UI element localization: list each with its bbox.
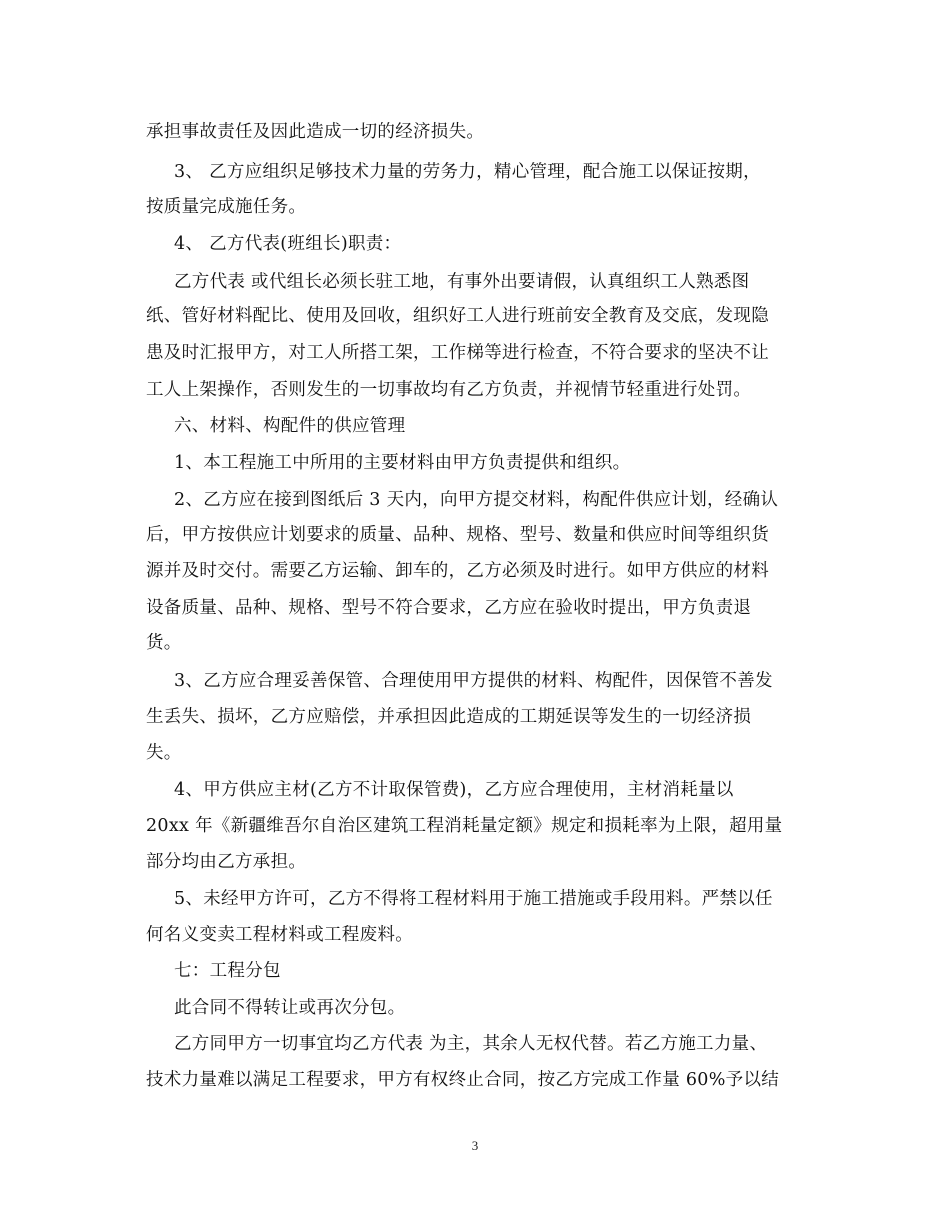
text-line: 2、乙方应在接到图纸后 3 天内，向甲方提交材料，构配件供应计划，经确认 <box>174 490 779 510</box>
text-line: 20xx 年《新疆维吾尔自治区建筑工程消耗量定额》规定和损耗率为上限，超用量 <box>146 816 783 836</box>
text-line: 患及时汇报甲方，对工人所搭工架，工作梯等进行检查，不符合要求的坚决不让 <box>146 343 769 363</box>
text-line: 按质量完成施任务。 <box>146 197 307 217</box>
text-line: 乙方代表 或代组长必须长驻工地，有事外出要请假，认真组织工人熟悉图 <box>174 272 750 292</box>
text-line: 部分均由乙方承担。 <box>146 852 307 872</box>
text-line: 4、 乙方代表(班组长)职责： <box>174 234 402 254</box>
text-line: 后，甲方按供应计划要求的质量、品种、规格、型号、数量和供应时间等组织货 <box>146 525 769 545</box>
text-line: 乙方同甲方一切事宜均乙方代表 为主，其余人无权代替。若乙方施工力量、 <box>174 1034 768 1054</box>
page-number: 3 <box>471 1138 479 1153</box>
text-line: 货。 <box>146 633 182 653</box>
text-line: 4、甲方供应主材(乙方不计取保管费)，乙方应合理使用，主材消耗量以 <box>174 780 734 800</box>
text-line: 失。 <box>146 743 182 763</box>
text-line: 技术力量难以满足工程要求，甲方有权终止合同，按乙方完成工作量 60%予以结 <box>146 1070 780 1090</box>
text-line: 设备质量、品种、规格、型号不符合要求，乙方应在验收时提出，甲方负责退 <box>146 598 752 618</box>
section-heading: 七：工程分包 <box>174 961 281 981</box>
text-line: 3、 乙方应组织足够技术力量的劳务力，精心管理，配合施工以保证按期， <box>174 162 761 182</box>
text-line: 承担事故责任及因此造成一切的经济损失。 <box>146 122 485 142</box>
text-line: 1、本工程施工中所用的主要材料由甲方负责提供和组织。 <box>174 453 631 473</box>
text-line: 工人上架操作，否则发生的一切事故均有乙方负责，并视情节轻重进行处罚。 <box>146 380 752 400</box>
section-heading: 六、材料、构配件的供应管理 <box>174 416 406 436</box>
text-line: 生丢失、损坏，乙方应赔偿，并承担因此造成的工期延误等发生的一切经济损 <box>146 707 752 727</box>
text-line: 何名义变卖工程材料或工程废料。 <box>146 925 413 945</box>
text-line: 5、未经甲方许可，乙方不得将工程材料用于施工措施或手段用料。严禁以任 <box>174 889 773 909</box>
text-line: 3、乙方应合理妥善保管、合理使用甲方提供的材料、构配件，因保管不善发 <box>174 671 773 691</box>
text-line: 此合同不得转让或再次分包。 <box>174 998 406 1018</box>
text-line: 源并及时交付。需要乙方运输、卸车的，乙方必须及时进行。如甲方供应的材料 <box>146 561 769 581</box>
text-line: 纸、管好材料配比、使用及回收，组织好工人进行班前安全教育及交底，发现隐 <box>146 306 769 326</box>
